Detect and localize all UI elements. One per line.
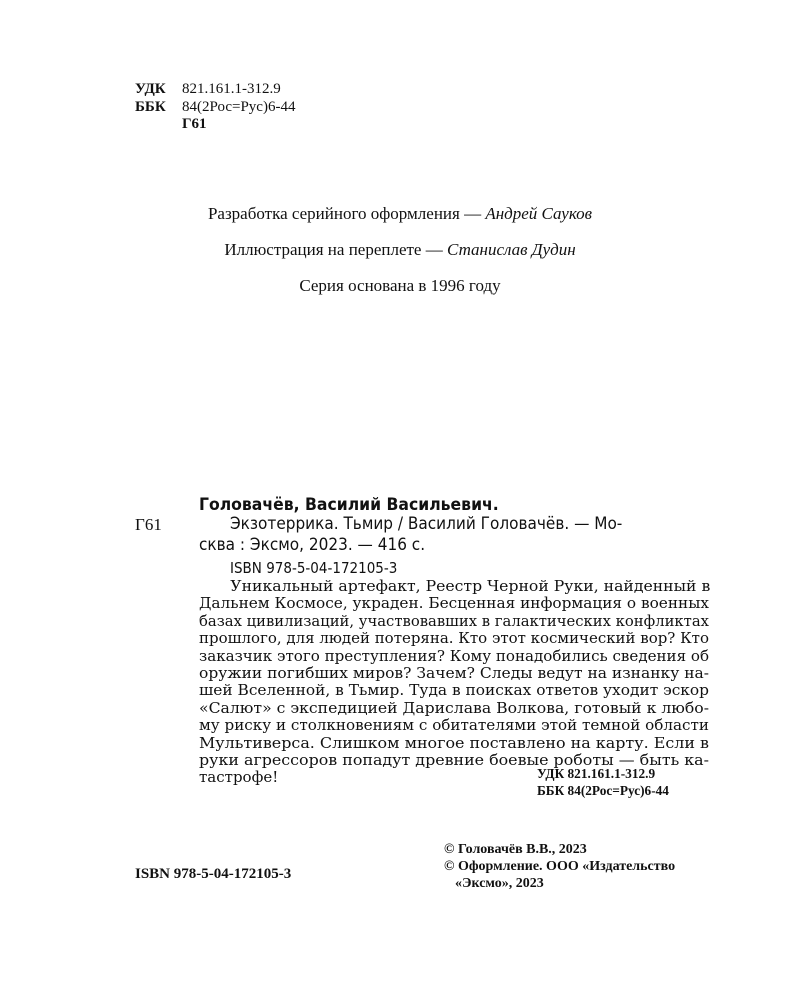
annotation-line: базах цивилизаций, участвовавших в галактических конфликтах: [199, 611, 709, 630]
udk-value: 821.161.1-312.9: [182, 81, 281, 97]
series-design-credit: [0, 204, 800, 224]
book-annotation: [199, 578, 709, 787]
copyright-author: © Головачёв В.В., 2023: [444, 842, 587, 857]
author-mark: Г61: [182, 116, 207, 132]
udk-label: УДК: [135, 81, 166, 97]
catalog-isbn: ISBN 978-5-04-172105-3: [230, 559, 398, 577]
annotation-line: прошлого, для людей потеряна. Кто этот космический вор? Кто: [199, 629, 709, 648]
bbk-label: ББК: [135, 99, 166, 115]
annotation-line: тастрофе!: [199, 768, 279, 787]
annotation-line: заказчик этого преступления? Кому понадобились сведения об: [199, 646, 710, 665]
copyright-design-line-2: «Эксмо», 2023: [455, 876, 544, 891]
series-founded: Серия основана в 1996 году: [299, 276, 501, 295]
series-design-text: Разработка серийного оформления —: [207, 204, 486, 223]
catalog-title-line-1: Экзотеррика. Тьмир / Василий Головачёв. — Мо-: [230, 514, 623, 534]
cover-illustration-text: Иллюстрация на переплете —: [224, 240, 447, 259]
annotation-line: шей Вселенной, в Тьмир. Туда в поисках ответов уходит эскор: [199, 681, 710, 700]
catalog-title-line-2: сква : Эксмо, 2023. — 416 с.: [199, 535, 426, 555]
annotation-line: му риску и столкновениям с обитателями этой темной области: [199, 716, 710, 735]
catalog-author-mark: Г61: [135, 515, 162, 534]
cover-illustration-credit: [0, 240, 800, 260]
footer-isbn: ISBN 978-5-04-172105-3: [135, 866, 292, 882]
udk-classification: [135, 80, 281, 98]
catalog-udk-line: УДК 821.161.1-312.9: [537, 767, 656, 782]
annotation-line: оружии погибших миров? Зачем? Следы ведут на изнанку на-: [199, 664, 710, 683]
copyright-design-line-1: © Оформление. ООО «Издательство: [444, 859, 676, 874]
bbk-value: 84(2Рос=Рус)6-44: [182, 99, 296, 115]
cover-illustrator-name: Станислав Дудин: [446, 240, 576, 259]
catalog-author-heading: Головачёв, Василий Васильевич.: [199, 495, 499, 515]
annotation-line: Мультиверса. Слишком многое поставлено на карту. Если в: [199, 733, 709, 752]
annotation-line: «Салют» с экспедицией Дарислава Волкова, готовый к любо-: [199, 698, 710, 717]
annotation-line: Уникальный артефакт, Реестр Черной Руки, найденный в: [230, 577, 711, 595]
annotation-line: руки агрессоров попадут древние боевые роботы — быть ка-: [199, 751, 710, 770]
bbk-classification: [135, 98, 295, 116]
annotation-line: Дальнем Космосе, украден. Бесценная информация о военных: [199, 594, 709, 613]
catalog-bbk-line: ББК 84(2Рос=Рус)6-44: [537, 784, 669, 799]
series-designer-name: Андрей Сауков: [485, 204, 593, 223]
